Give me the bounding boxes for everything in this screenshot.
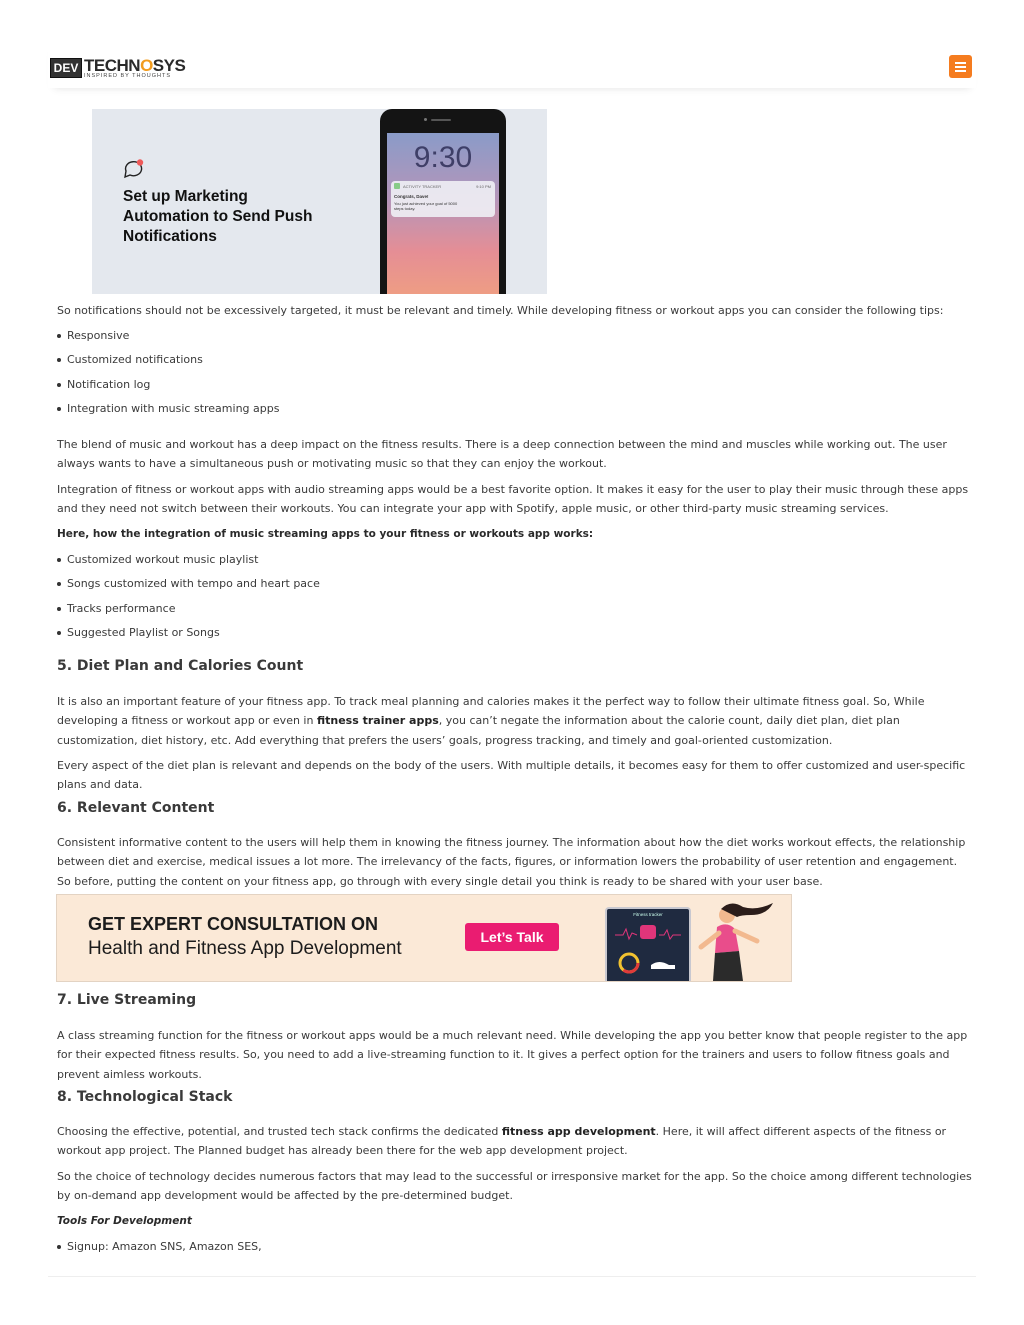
site-header [48, 40, 976, 88]
tracker-dial-icon [607, 913, 689, 982]
tools-heading: Tools For Development [57, 1215, 192, 1227]
hamburger-icon [955, 62, 966, 64]
tablet-title: Fitness tracker [633, 912, 663, 917]
footer-divider [48, 1276, 976, 1277]
hamburger-icon-mid [955, 66, 966, 68]
list-item: Responsive [67, 329, 130, 342]
paragraph-music-workout: The blend of music and workout has a deep impact on the fitness results. There is a deep connection between the mind and muscles while working out. The user always wants to have a simultaneous push or motivating music so that they can enjoy the workout. [57, 438, 947, 471]
expert-consultation-banner[interactable] [56, 894, 792, 982]
fitness-tracker-tablet-illustration [605, 907, 691, 982]
phone-camera [424, 118, 427, 121]
activity-tracker-icon [394, 183, 400, 189]
banner-subheadline: Health and Fitness App Development [88, 938, 402, 959]
paragraph-how-integration-works: Here, how the integration of music streaming apps to your fitness or workouts app works: [57, 528, 594, 540]
phone-speaker [431, 119, 451, 121]
bullet [57, 607, 61, 611]
list-item: Songs customized with tempo and heart pace [67, 577, 320, 590]
bullet [57, 631, 61, 635]
list-item: Signup: Amazon SNS, Amazon SES, [67, 1240, 262, 1253]
devtechnosys-logo[interactable] [50, 58, 190, 82]
notification-title: Congrats, Dave! [394, 194, 429, 199]
paragraph-tech-stack: Choosing the effective, potential, and trusted tech stack confirms the dedicated fitness app development. Here, it will affect different aspects of the fitness or workout app project. The Planned budget has already been there for the web app development project. [57, 1125, 947, 1158]
list-item: Tracks performance [67, 602, 176, 615]
phone-mockup [380, 109, 506, 294]
list-item: Notification log [67, 378, 151, 391]
heading-relevant-content: 6. Relevant Content [57, 800, 215, 816]
notification-app-name: ACTIVITY TRACKER [403, 184, 442, 189]
hamburger-menu-button[interactable] [949, 55, 972, 78]
bullet [57, 582, 61, 586]
logo-tagline: INSPIRED BY THOUGHTS [84, 73, 172, 79]
paragraph-audio-streaming: Integration of fitness or workout apps with audio streaming apps would be a best favorite option. It makes it easy for the user to play their music through these apps and they need not switch between their workouts. You can integrate your app with Spotify, apple music, or other third-party music streaming services. [57, 483, 969, 516]
logo-dev-mark: DEV [50, 58, 82, 78]
list-item: Customized workout music playlist [67, 553, 259, 566]
paragraph-relevant-content: Consistent informative content to the users will help them in knowing the fitness journey. The information about how the diet works workout effects, the relationship between diet and exercise, medical issues a lot more. The irrelevancy of the facts, figures, or information lowers the probability of user retention and engagement. So before, putting the content on your fitness app, go through with every single detail you think is ready to be shared with your user base. [57, 836, 966, 888]
bullet [57, 1245, 61, 1249]
notification-body: You just achieved your goal of 5000 steps today. [394, 201, 458, 211]
heading-diet-plan: 5. Diet Plan and Calories Count [57, 658, 304, 674]
link-fitness-app-development[interactable]: fitness app development [501, 1125, 656, 1138]
list-item: Customized notifications [67, 353, 203, 366]
paragraph-diet-aspect: Every aspect of the diet plan is relevant and depends on the body of the users. With multiple details, it becomes easy for them to offer customized and user-specific plans and data. [57, 759, 966, 792]
heading-technological-stack: 8. Technological Stack [57, 1089, 233, 1105]
banner-headline: GET EXPERT CONSULTATION ON [88, 914, 379, 934]
notification-card [391, 181, 495, 217]
notification-time: 9:10 PM [476, 184, 491, 189]
phone-clock: 9:30 [413, 141, 473, 174]
hamburger-icon-bottom [955, 70, 966, 72]
list-item: Integration with music streaming apps [67, 402, 280, 415]
bullet [57, 558, 61, 562]
bullet [57, 383, 61, 387]
runner-woman-illustration [687, 899, 792, 982]
bullet [57, 358, 61, 362]
paragraph-live-streaming: A class streaming function for the fitness or workout apps would be a much relevant need. While developing the app you better know that people register to the app for their expected fitness results. So, you need to add a live-streaming function to it. It gives a perfect option for the trainers and users to follow fitness goals and prevent aimless workouts. [57, 1029, 968, 1081]
paragraph-notifications: So notifications should not be excessively targeted, it must be relevant and timely. While developing fitness or workout apps you can consider the following tips: [57, 304, 944, 317]
push-notification-hero-image [92, 109, 547, 294]
heading-live-streaming: 7. Live Streaming [57, 992, 197, 1008]
paragraph-technology-choice: So the choice of technology decides numerous factors that may lead to the successful or irresponsive market for the app. So the choice among different technologies by on-demand app development would be affected by the pre-determined budget. [57, 1170, 972, 1203]
bullet [57, 407, 61, 411]
hero-title: Set up Marketing Automation to Send Push Notifications [123, 188, 313, 245]
phone-screen [387, 133, 499, 294]
chat-bubble-icon [123, 159, 147, 179]
bullet [57, 334, 61, 338]
list-item: Suggested Playlist or Songs [67, 626, 220, 639]
paragraph-diet-plan: It is also an important feature of your fitness app. To track meal planning and calories makes it the perfect way to follow their ultimate fitness goal. So, While developing a fitness or workout app or even in fitness trainer apps, you can’t negate the information about the calorie count, daily diet plan, diet plan customization, diet history, etc. Add everything that prefers the users’ goals, progress tracking, and timely and goal-oriented customization. [57, 695, 925, 747]
lets-talk-button[interactable]: Let’s Talk [465, 923, 559, 951]
logo-wordmark: TECHNOSYS [84, 56, 186, 75]
link-fitness-trainer-apps[interactable]: fitness trainer apps [316, 714, 439, 728]
